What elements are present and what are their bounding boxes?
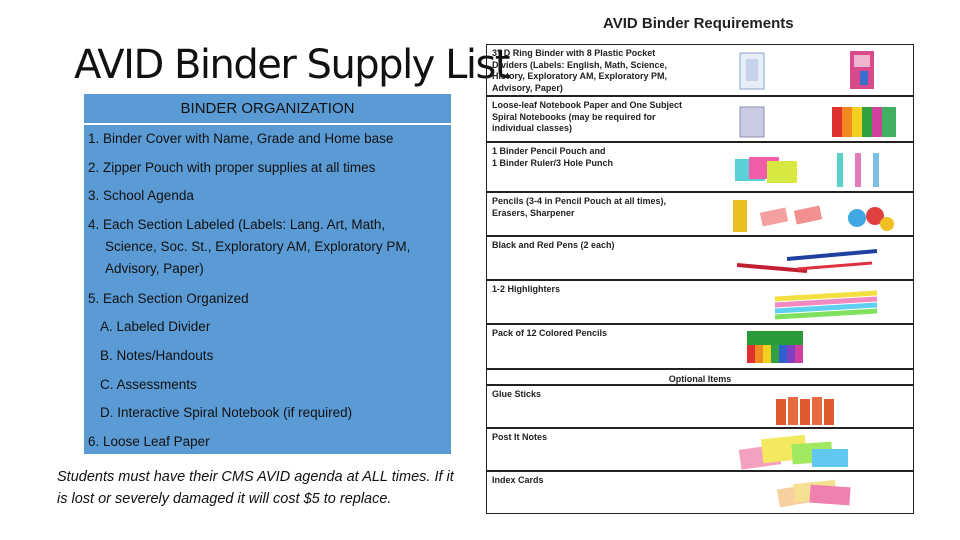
row-text: 3" D Ring Binder with 8 Plastic Pocket Dividers (Labels: English, Math, Science, History, Exploratory AM, Exploratory PM, Advisory, Paper) (492, 48, 668, 93)
list-item: 2. Zipper Pouch with proper supplies at all times (88, 160, 376, 175)
list-item: 1. Binder Cover with Name, Grade and Home base (88, 131, 394, 146)
list-item: 6. Loose Leaf Paper (88, 434, 210, 449)
table-row (487, 97, 913, 143)
binder-organization-panel (84, 94, 451, 454)
list-item: 3. School Agenda (88, 188, 194, 203)
index-cards-image (772, 474, 862, 510)
row-text: Loose-leaf Notebook Paper and One Subject Spiral Notebooks (may be required for individual classes) (492, 100, 683, 133)
list-item: Science, Soc. St., Exploratory AM, Exploratory PM, (105, 239, 411, 254)
table-row (487, 237, 913, 281)
table-row (487, 384, 913, 429)
highlighters-image (767, 285, 897, 321)
table-row (487, 143, 913, 193)
list-item: C. Assessments (100, 377, 197, 392)
post-it-notes-image (732, 431, 862, 471)
requirements-title: AVID Binder Requirements (603, 15, 794, 32)
row-text: Post It Notes (492, 432, 548, 442)
table-row (487, 325, 913, 370)
glue-sticks-image (772, 391, 852, 427)
list-item: 4. Each Section Labeled (Labels: Lang. Art, Math, (88, 217, 386, 232)
paper-notebooks-image (732, 101, 902, 141)
page-title: AVID Binder Supply List (74, 42, 509, 88)
list-item: D. Interactive Spiral Notebook (if required) (100, 405, 353, 420)
row-text: Index Cards (492, 475, 544, 485)
table-row (487, 472, 913, 513)
colored-pencils-image (737, 329, 817, 367)
list-item: Advisory, Paper) (105, 261, 204, 276)
row-text: Glue Sticks (492, 389, 542, 399)
table-row (487, 45, 913, 97)
optional-items-label: Optional Items (668, 374, 732, 384)
table-row (487, 429, 913, 472)
requirements-table (486, 44, 914, 514)
row-text: Pack of 12 Colored Pencils (492, 328, 608, 338)
binder-dividers-image (732, 49, 892, 93)
row-text: Black and Red Pens (2 each) (492, 240, 615, 250)
row-text: Pencils (3-4 in Pencil Pouch at all times), Erasers, Sharpener (492, 196, 667, 218)
list-item: B. Notes/Handouts (100, 348, 214, 363)
table-row (487, 281, 913, 325)
list-item: A. Labeled Divider (100, 319, 211, 334)
table-row (487, 193, 913, 237)
row-text: 1 Binder Pencil Pouch and 1 Binder Ruler/3 Hole Punch (492, 146, 614, 168)
row-text: 1-2 Highlighters (492, 284, 561, 294)
agenda-note: Students must have their CMS AVID agenda at ALL times. If it is lost or severely damaged it will cost $5 to replace. (57, 469, 454, 507)
pencil-pouch-image (727, 149, 897, 189)
pencils-erasers-image (727, 196, 902, 236)
panel-header: BINDER ORGANIZATION (84, 94, 451, 125)
list-item: 5. Each Section Organized (88, 291, 249, 306)
pens-image (727, 243, 897, 277)
